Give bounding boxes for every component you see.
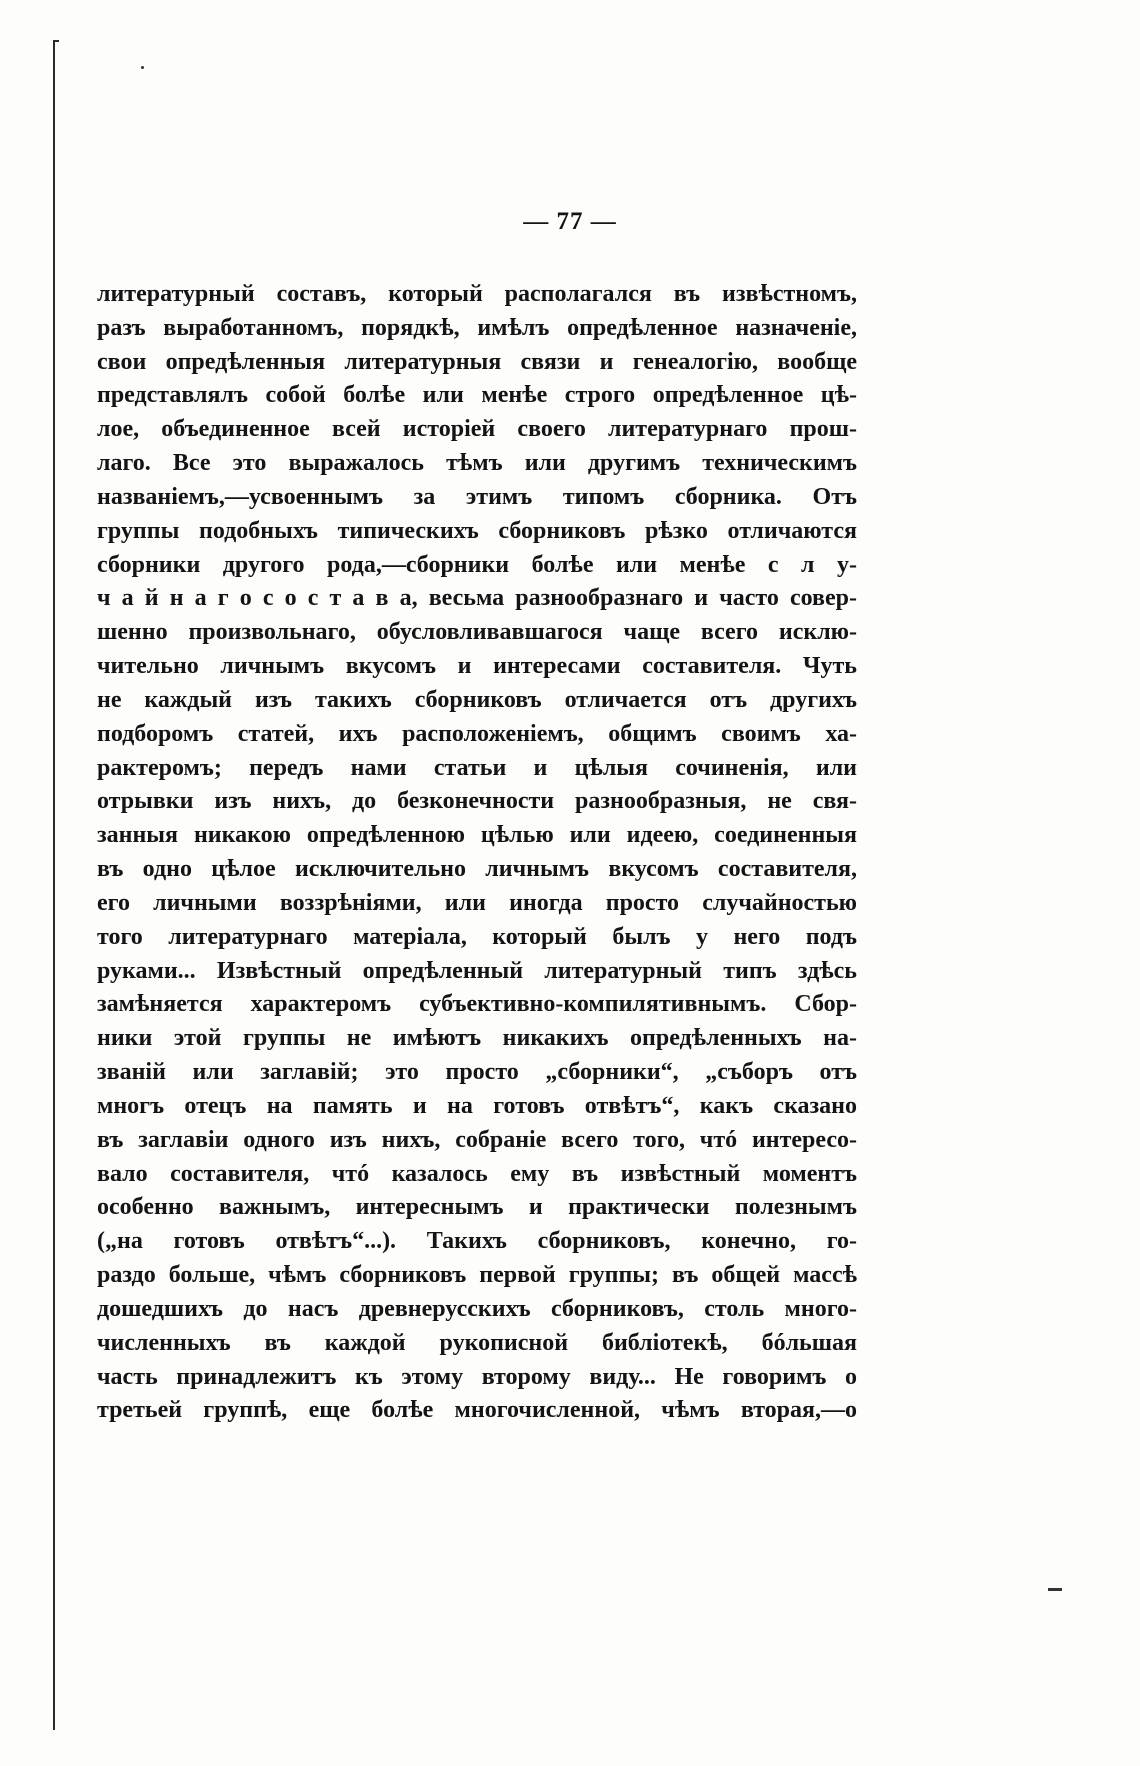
text-line: отрывки изъ нихъ, до безконечности разнообразныя, не свя- — [97, 788, 857, 815]
text-line: третьей группѣ, еще болѣе многочисленной, чѣмъ вторая,—о — [97, 1397, 857, 1424]
text-line: ники этой группы не имѣютъ никакихъ опредѣленныхъ на- — [97, 1025, 857, 1052]
text-line: подборомъ статей, ихъ расположеніемъ, общимъ своимъ ха- — [97, 720, 857, 747]
text-line: чительно личнымъ вкусомъ и интересами составителя. Чуть — [97, 653, 857, 680]
text-line: сборники другого рода,—сборники болѣе или менѣе с л у- — [97, 551, 857, 578]
text-line: литературный составъ, который располагался въ извѣстномъ, — [97, 281, 857, 307]
text-line: въ заглавіи одного изъ нихъ, собраніе всего того, чтó интересо- — [97, 1126, 857, 1153]
scan-speck — [141, 66, 144, 69]
text-line: руками... Извѣстный опредѣленный литературный типъ здѣсь — [97, 957, 857, 984]
text-line: занныя никакою опредѣленною цѣлью или идеею, соединенныя — [97, 822, 857, 849]
text-line: его личными воззрѣніями, или иногда просто случайностью — [97, 889, 857, 916]
text-line: того литературнаго матеріала, который былъ у него подъ — [97, 923, 857, 950]
text-line: („на готовъ отвѣтъ“...). Такихъ сборниковъ, конечно, го- — [97, 1228, 857, 1255]
body-text — [97, 278, 857, 1428]
text-line: раздо больше, чѣмъ сборниковъ первой группы; въ общей массѣ — [97, 1262, 857, 1289]
text-line: вало составителя, чтó казалось ему въ извѣстный моментъ — [97, 1160, 857, 1187]
text-line: многъ отецъ на память и на готовъ отвѣтъ“, какъ сказано — [97, 1092, 857, 1119]
scan-binding-edge — [53, 40, 55, 1730]
scan-binding-tick — [53, 40, 59, 42]
text-line: лаго. Все это выражалось тѣмъ или другимъ техническимъ — [97, 450, 857, 477]
text-line: въ одно цѣлое исключительно личнымъ вкусомъ составителя, — [97, 856, 857, 883]
text-line: лое, объединенное всей исторіей своего литературнаго прош- — [97, 416, 857, 443]
text-line: рактеромъ; передъ нами статьи и цѣлыя сочиненія, или — [97, 754, 857, 781]
text-line: разъ выработанномъ, порядкѣ, имѣлъ опредѣленное назначеніе, — [97, 314, 857, 341]
text-line: названіемъ,—усвоеннымъ за этимъ типомъ сборника. Отъ — [97, 483, 857, 510]
text-line: свои опредѣленныя литературныя связи и генеалогію, вообще — [97, 348, 857, 375]
text-line: часть принадлежитъ къ этому второму виду... Не говоримъ о — [97, 1363, 857, 1390]
text-line: дошедшихъ до насъ древнерусскихъ сборниковъ, столь много- — [97, 1295, 857, 1322]
text-line: группы подобныхъ типическихъ сборниковъ рѣзко отличаются — [97, 517, 857, 544]
text-line: особенно важнымъ, интереснымъ и практически полезнымъ — [97, 1194, 857, 1221]
text-line: численныхъ въ каждой рукописной библіотекѣ, бóльшая — [97, 1329, 857, 1356]
text-line: званій или заглавій; это просто „сборники“, „съборъ отъ — [97, 1059, 857, 1086]
text-line: представлялъ собой болѣе или менѣе строго опредѣленное цѣ- — [97, 382, 857, 409]
page-number: — 77 — — [523, 208, 617, 235]
text-line: шенно произвольнаго, обусловливавшагося чаще всего исклю- — [97, 619, 857, 646]
text-line: ч а й н а г о с о с т а в а, весьма разнообразнаго и часто совер- — [97, 585, 857, 612]
text-line: не каждый изъ такихъ сборниковъ отличается отъ другихъ — [97, 686, 857, 713]
text-line: замѣняется характеромъ субъективно-компилятивнымъ. Сбор- — [97, 991, 857, 1018]
scan-mark — [1048, 1588, 1062, 1591]
